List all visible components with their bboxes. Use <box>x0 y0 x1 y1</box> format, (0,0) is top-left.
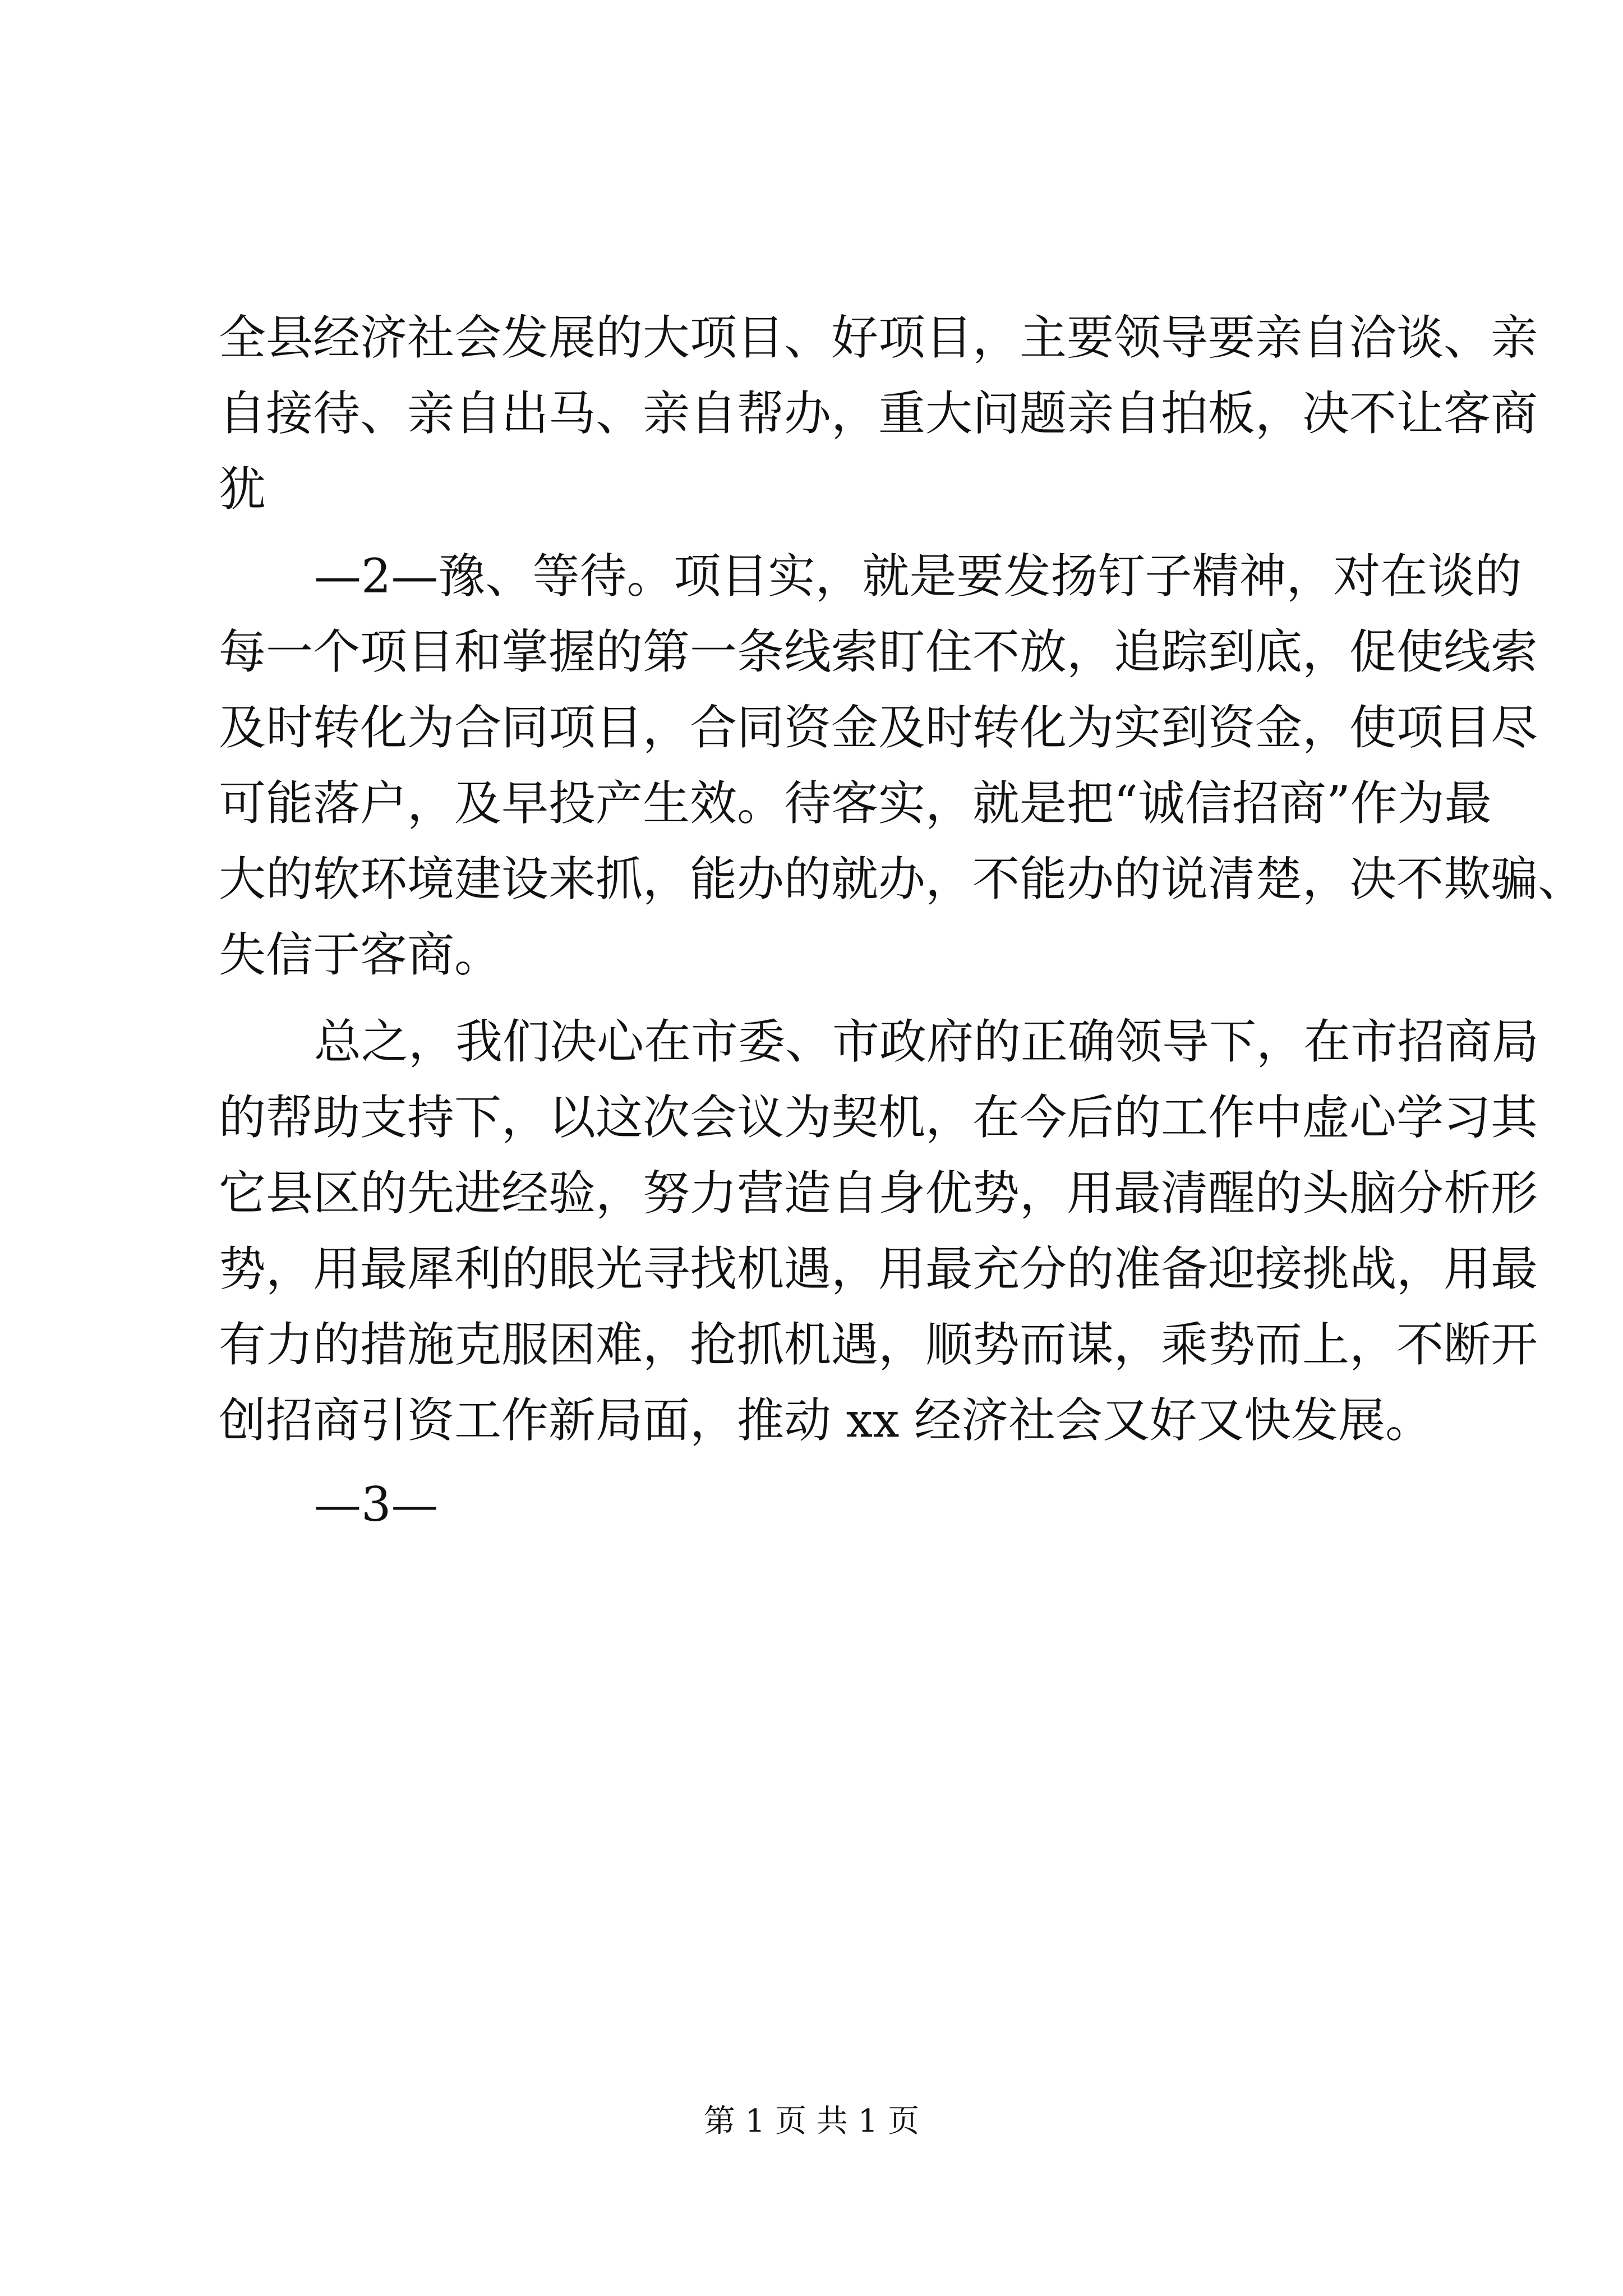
page-number-marker: —3— <box>314 1477 439 1532</box>
text-line: 它县区的先进经验，努力营造自身优势，用最清醒的头脑分析形 <box>219 1166 1538 1221</box>
text-line: 有力的措施克服困难，抢抓机遇，顺势而谋，乘势而上，不断开 <box>219 1317 1538 1372</box>
text-line: 及时转化为合同项目，合同资金及时转化为实到资金，使项目尽 <box>219 700 1538 755</box>
text-line: 全县经济社会发展的大项目、好项目，主要领导要亲自洽谈、亲 <box>219 310 1538 365</box>
text-line: 的帮助支持下，以这次会议为契机，在今后的工作中虚心学习其 <box>219 1090 1538 1145</box>
page-footer: 第 1 页 共 1 页 <box>703 2103 920 2139</box>
text-line: 大的软环境建设来抓，能办的就办，不能办的说清楚，决不欺骗、 <box>219 852 1585 907</box>
text-line: 可能落户，及早投产生效。待客实，就是把“诚信招商”作为最 <box>219 776 1492 831</box>
text-line: 势，用最犀利的眼光寻找机遇，用最充分的准备迎接挑战，用最 <box>219 1241 1538 1296</box>
text-line: 每一个项目和掌握的第一条线索盯住不放，追踪到底，促使线索 <box>219 624 1538 679</box>
text-line: 失信于客商。 <box>219 927 502 982</box>
text-line: 犹 <box>219 462 266 517</box>
text-line: 自接待、亲自出马、亲自帮办，重大问题亲自拍板，决不让客商 <box>219 386 1538 441</box>
text-line: —2—豫、等待。项目实，就是要发扬钉子精神，对在谈的 <box>314 549 1522 604</box>
text-line: 总之，我们决心在市委、市政府的正确领导下，在市招商局 <box>314 1014 1539 1069</box>
text-line: 创招商引资工作新局面，推动 xx 经济社会又好又快发展。 <box>219 1393 1433 1448</box>
